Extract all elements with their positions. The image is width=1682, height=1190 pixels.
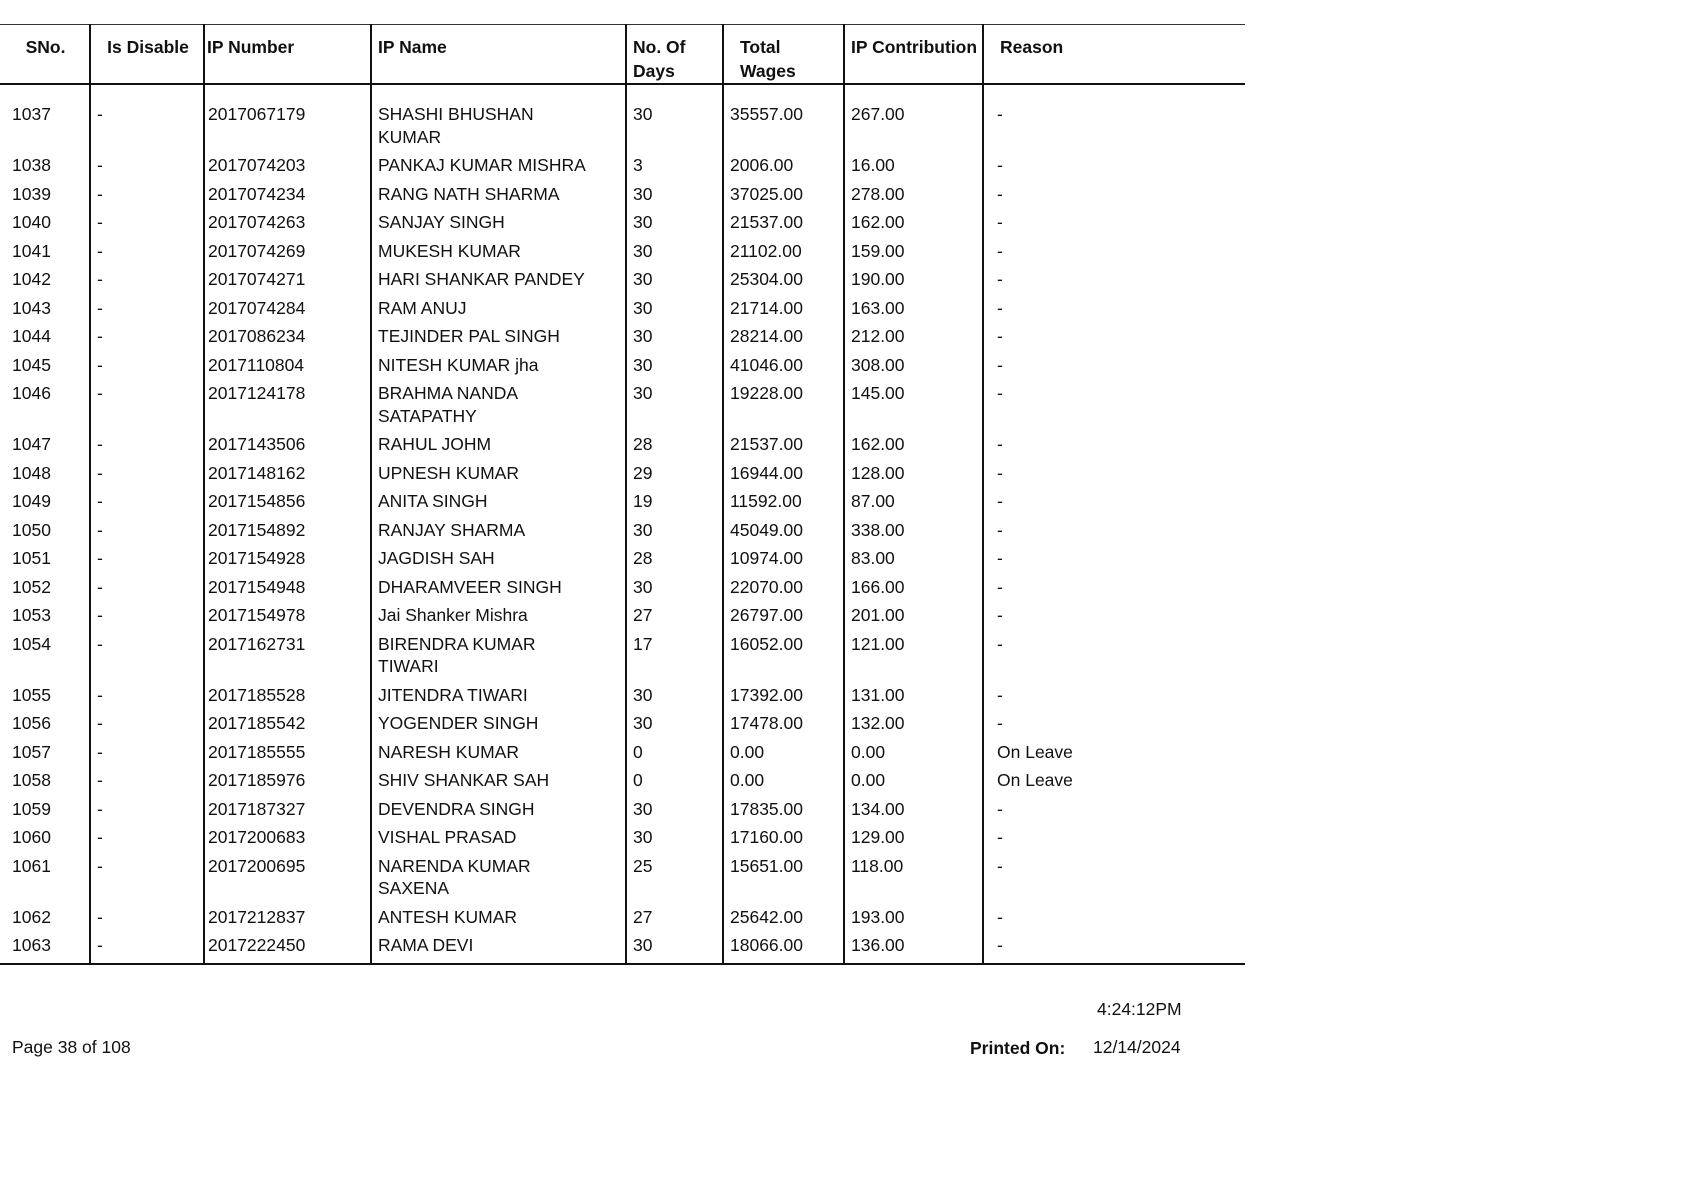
cell-reason: - <box>983 351 1245 380</box>
cell-no-of-days: 30 <box>626 516 723 545</box>
table-row <box>0 180 1245 209</box>
cell-no-of-days: 0 <box>626 766 723 795</box>
cell-is-disable: - <box>90 601 204 630</box>
table-row <box>0 903 1245 932</box>
cell-sno: 1041 <box>12 240 51 261</box>
table-row <box>0 487 1245 516</box>
table-row <box>0 544 1245 573</box>
cell-total-wages: 25304.00 <box>723 265 844 294</box>
cell-no-of-days: 30 <box>626 931 723 964</box>
cell-no-of-days: 25 <box>626 852 723 903</box>
cell-ip-contribution: 308.00 <box>844 351 983 380</box>
cell-reason: - <box>983 430 1245 459</box>
cell-ip-contribution: 118.00 <box>844 852 983 903</box>
cell-ip-contribution: 128.00 <box>844 459 983 488</box>
cell-total-wages: 28214.00 <box>723 322 844 351</box>
table-row <box>0 630 1245 681</box>
cell-total-wages: 15651.00 <box>723 852 844 903</box>
cell-is-disable: - <box>90 903 204 932</box>
cell-ip-contribution: 145.00 <box>844 379 983 430</box>
cell-ip-contribution: 132.00 <box>844 709 983 738</box>
cell-total-wages: 25642.00 <box>723 903 844 932</box>
cell-is-disable: - <box>90 151 204 180</box>
table-row <box>0 601 1245 630</box>
header-sno: SNo. <box>0 25 90 85</box>
table-body <box>0 84 1245 964</box>
table-row <box>0 516 1245 545</box>
cell-sno: 1045 <box>12 354 51 375</box>
cell-ip-name: RAM ANUJ <box>371 294 626 323</box>
cell-no-of-days: 30 <box>626 84 723 151</box>
cell-no-of-days: 0 <box>626 738 723 767</box>
table-row <box>0 84 1245 151</box>
cell-total-wages: 37025.00 <box>723 180 844 209</box>
cell-sno: 1061 <box>12 855 51 876</box>
table-row <box>0 459 1245 488</box>
cell-is-disable: - <box>90 931 204 964</box>
cell-is-disable: - <box>90 180 204 209</box>
cell-is-disable: - <box>90 237 204 266</box>
cell-no-of-days: 30 <box>626 208 723 237</box>
table-row <box>0 237 1245 266</box>
cell-ip-contribution: 338.00 <box>844 516 983 545</box>
cell-ip-number: 2017154892 <box>204 516 371 545</box>
cell-no-of-days: 30 <box>626 265 723 294</box>
cell-is-disable: - <box>90 738 204 767</box>
cell-total-wages: 21537.00 <box>723 430 844 459</box>
table-row <box>0 151 1245 180</box>
cell-ip-number: 2017124178 <box>204 379 371 430</box>
cell-reason: - <box>983 795 1245 824</box>
table-row <box>0 823 1245 852</box>
cell-reason: - <box>983 516 1245 545</box>
cell-no-of-days: 28 <box>626 544 723 573</box>
cell-reason: - <box>983 852 1245 903</box>
cell-no-of-days: 3 <box>626 151 723 180</box>
cell-total-wages: 11592.00 <box>723 487 844 516</box>
cell-no-of-days: 30 <box>626 681 723 710</box>
cell-is-disable: - <box>90 265 204 294</box>
cell-sno: 1054 <box>12 633 51 654</box>
cell-reason: - <box>983 265 1245 294</box>
cell-ip-name: RANJAY SHARMA <box>371 516 626 545</box>
cell-ip-name: NARESH KUMAR <box>371 738 626 767</box>
cell-sno: 1057 <box>12 741 51 762</box>
cell-ip-name: RANG NATH SHARMA <box>371 180 626 209</box>
table-row <box>0 208 1245 237</box>
printed-on-label: Printed On: <box>970 1038 1066 1058</box>
cell-total-wages: 0.00 <box>723 766 844 795</box>
cell-reason: On Leave <box>983 766 1245 795</box>
cell-ip-number: 2017200695 <box>204 852 371 903</box>
cell-is-disable: - <box>90 852 204 903</box>
cell-total-wages: 21102.00 <box>723 237 844 266</box>
table-row <box>0 573 1245 602</box>
cell-ip-name: JAGDISH SAH <box>371 544 626 573</box>
cell-is-disable: - <box>90 430 204 459</box>
cell-ip-name: BRAHMA NANDA SATAPATHY <box>371 379 626 430</box>
cell-is-disable: - <box>90 294 204 323</box>
cell-sno: 1042 <box>12 269 51 289</box>
table-row <box>0 681 1245 710</box>
cell-total-wages: 45049.00 <box>723 516 844 545</box>
cell-is-disable: - <box>90 84 204 151</box>
cell-ip-name: SHASHI BHUSHAN KUMAR <box>371 84 626 151</box>
cell-ip-number: 2017200683 <box>204 823 371 852</box>
cell-sno: 1050 <box>12 519 51 540</box>
cell-no-of-days: 28 <box>626 430 723 459</box>
cell-sno: 1059 <box>12 798 51 819</box>
table-header <box>0 25 1245 85</box>
cell-reason: - <box>983 487 1245 516</box>
cell-ip-contribution: 162.00 <box>844 430 983 459</box>
cell-no-of-days: 30 <box>626 180 723 209</box>
header-is-disable: Is Disable <box>90 25 204 85</box>
cell-sno: 1051 <box>12 548 51 568</box>
print-time: 4:24:12PM <box>1097 999 1182 1019</box>
cell-ip-contribution: 212.00 <box>844 322 983 351</box>
cell-ip-name: DEVENDRA SINGH <box>371 795 626 824</box>
cell-ip-number: 2017154978 <box>204 601 371 630</box>
cell-is-disable: - <box>90 544 204 573</box>
cell-ip-name: YOGENDER SINGH <box>371 709 626 738</box>
cell-reason: - <box>983 208 1245 237</box>
cell-ip-number: 2017185528 <box>204 681 371 710</box>
cell-sno: 1062 <box>12 906 51 927</box>
cell-reason: - <box>983 823 1245 852</box>
cell-is-disable: - <box>90 351 204 380</box>
cell-is-disable: - <box>90 516 204 545</box>
print-date: 12/14/2024 <box>1093 1037 1181 1057</box>
cell-sno: 1060 <box>12 827 51 847</box>
cell-ip-contribution: 193.00 <box>844 903 983 932</box>
cell-ip-name: TEJINDER PAL SINGH <box>371 322 626 351</box>
cell-reason: - <box>983 544 1245 573</box>
cell-ip-contribution: 190.00 <box>844 265 983 294</box>
cell-is-disable: - <box>90 208 204 237</box>
cell-ip-name: Jai Shanker Mishra <box>371 601 626 630</box>
cell-sno: 1052 <box>12 576 51 597</box>
cell-ip-contribution: 162.00 <box>844 208 983 237</box>
cell-ip-contribution: 267.00 <box>844 84 983 151</box>
cell-ip-number: 2017086234 <box>204 322 371 351</box>
cell-ip-number: 2017154928 <box>204 544 371 573</box>
cell-ip-number: 2017222450 <box>204 931 371 964</box>
cell-ip-number: 2017154948 <box>204 573 371 602</box>
cell-sno: 1056 <box>12 713 51 733</box>
cell-sno: 1049 <box>12 491 51 511</box>
cell-sno: 1058 <box>12 770 51 790</box>
cell-is-disable: - <box>90 322 204 351</box>
cell-no-of-days: 30 <box>626 237 723 266</box>
cell-is-disable: - <box>90 766 204 795</box>
table-row <box>0 430 1245 459</box>
cell-reason: - <box>983 180 1245 209</box>
cell-sno: 1063 <box>0 931 90 964</box>
cell-is-disable: - <box>90 681 204 710</box>
cell-sno: 1044 <box>12 326 51 346</box>
cell-total-wages: 22070.00 <box>723 573 844 602</box>
cell-sno: 1055 <box>12 684 51 705</box>
cell-ip-contribution: 134.00 <box>844 795 983 824</box>
cell-reason: - <box>983 601 1245 630</box>
cell-sno: 1039 <box>12 183 51 204</box>
cell-total-wages: 26797.00 <box>723 601 844 630</box>
cell-no-of-days: 30 <box>626 709 723 738</box>
table-row <box>0 294 1245 323</box>
cell-ip-number: 2017185976 <box>204 766 371 795</box>
cell-ip-name: VISHAL PRASAD <box>371 823 626 852</box>
cell-reason: - <box>983 379 1245 430</box>
cell-ip-name: NITESH KUMAR jha <box>371 351 626 380</box>
cell-ip-contribution: 16.00 <box>844 151 983 180</box>
cell-ip-contribution: 0.00 <box>844 766 983 795</box>
cell-total-wages: 16052.00 <box>723 630 844 681</box>
cell-ip-contribution: 278.00 <box>844 180 983 209</box>
table-row <box>0 709 1245 738</box>
cell-ip-contribution: 0.00 <box>844 738 983 767</box>
cell-ip-name: RAHUL JOHM <box>371 430 626 459</box>
cell-no-of-days: 19 <box>626 487 723 516</box>
cell-sno: 1046 <box>12 383 51 403</box>
cell-ip-name: UPNESH KUMAR <box>371 459 626 488</box>
cell-sno: 1037 <box>12 104 51 124</box>
cell-ip-name: JITENDRA TIWARI <box>371 681 626 710</box>
cell-ip-number: 2017185542 <box>204 709 371 738</box>
cell-ip-number: 2017074234 <box>204 180 371 209</box>
cell-total-wages: 17835.00 <box>723 795 844 824</box>
table-row <box>0 351 1245 380</box>
header-ip-name: IP Name <box>371 25 626 85</box>
cell-ip-name: SANJAY SINGH <box>371 208 626 237</box>
table-row <box>0 852 1245 903</box>
page-number: Page 38 of 108 <box>12 1037 131 1057</box>
cell-total-wages: 21537.00 <box>723 208 844 237</box>
table-row <box>0 322 1245 351</box>
table-row <box>0 379 1245 430</box>
cell-ip-number: 2017110804 <box>204 351 371 380</box>
cell-reason: - <box>983 681 1245 710</box>
cell-ip-number: 2017154856 <box>204 487 371 516</box>
cell-ip-number: 2017074284 <box>204 294 371 323</box>
cell-no-of-days: 27 <box>626 903 723 932</box>
cell-reason: - <box>983 151 1245 180</box>
cell-is-disable: - <box>90 630 204 681</box>
header-total-wages: Total Wages <box>723 25 844 85</box>
cell-reason: - <box>983 84 1245 151</box>
cell-total-wages: 0.00 <box>723 738 844 767</box>
cell-reason: - <box>983 322 1245 351</box>
cell-ip-name: NARENDA KUMAR SAXENA <box>371 852 626 903</box>
cell-ip-contribution: 83.00 <box>844 544 983 573</box>
cell-ip-number: 2017162731 <box>204 630 371 681</box>
cell-is-disable: - <box>90 795 204 824</box>
cell-ip-number: 2017185555 <box>204 738 371 767</box>
cell-no-of-days: 17 <box>626 630 723 681</box>
cell-is-disable: - <box>90 379 204 430</box>
cell-ip-name: BIRENDRA KUMAR TIWARI <box>371 630 626 681</box>
cell-ip-number: 2017148162 <box>204 459 371 488</box>
cell-ip-number: 2017212837 <box>204 903 371 932</box>
cell-no-of-days: 30 <box>626 379 723 430</box>
header-no-of-days: No. Of Days <box>626 25 723 85</box>
cell-reason: - <box>983 630 1245 681</box>
cell-ip-contribution: 166.00 <box>844 573 983 602</box>
cell-total-wages: 17478.00 <box>723 709 844 738</box>
cell-ip-contribution: 201.00 <box>844 601 983 630</box>
cell-reason: - <box>983 459 1245 488</box>
cell-total-wages: 41046.00 <box>723 351 844 380</box>
cell-ip-number: 2017187327 <box>204 795 371 824</box>
cell-is-disable: - <box>90 459 204 488</box>
cell-ip-name: RAMA DEVI <box>371 931 626 964</box>
header-ip-number: IP Number <box>204 25 371 85</box>
table-row <box>0 931 1245 964</box>
cell-ip-number: 2017074271 <box>204 265 371 294</box>
cell-ip-number: 2017074203 <box>204 151 371 180</box>
cell-sno: 1040 <box>12 212 51 232</box>
cell-total-wages: 18066.00 <box>723 931 844 964</box>
cell-is-disable: - <box>90 709 204 738</box>
cell-is-disable: - <box>90 823 204 852</box>
cell-is-disable: - <box>90 573 204 602</box>
cell-reason: - <box>983 709 1245 738</box>
cell-no-of-days: 30 <box>626 294 723 323</box>
cell-no-of-days: 30 <box>626 573 723 602</box>
cell-total-wages: 10974.00 <box>723 544 844 573</box>
cell-ip-name: MUKESH KUMAR <box>371 237 626 266</box>
cell-no-of-days: 30 <box>626 322 723 351</box>
cell-ip-number: 2017067179 <box>204 84 371 151</box>
cell-ip-contribution: 87.00 <box>844 487 983 516</box>
cell-total-wages: 17392.00 <box>723 681 844 710</box>
cell-ip-name: HARI SHANKAR PANDEY <box>371 265 626 294</box>
cell-no-of-days: 27 <box>626 601 723 630</box>
cell-sno: 1047 <box>12 434 51 454</box>
cell-reason: - <box>983 573 1245 602</box>
cell-ip-name: DHARAMVEER SINGH <box>371 573 626 602</box>
cell-sno: 1048 <box>12 462 51 483</box>
cell-ip-name: PANKAJ KUMAR MISHRA <box>371 151 626 180</box>
cell-ip-name: SHIV SHANKAR SAH <box>371 766 626 795</box>
table-row <box>0 265 1245 294</box>
cell-reason: - <box>983 237 1245 266</box>
cell-total-wages: 35557.00 <box>723 84 844 151</box>
contribution-table <box>0 24 1245 965</box>
cell-total-wages: 16944.00 <box>723 459 844 488</box>
cell-is-disable: - <box>90 487 204 516</box>
cell-ip-contribution: 129.00 <box>844 823 983 852</box>
table-row <box>0 795 1245 824</box>
cell-ip-number: 2017074269 <box>204 237 371 266</box>
cell-ip-number: 2017143506 <box>204 430 371 459</box>
cell-no-of-days: 30 <box>626 351 723 380</box>
cell-reason: - <box>983 294 1245 323</box>
cell-no-of-days: 30 <box>626 795 723 824</box>
cell-ip-contribution: 136.00 <box>844 931 983 964</box>
cell-sno: 1038 <box>12 155 51 175</box>
cell-ip-contribution: 159.00 <box>844 237 983 266</box>
cell-reason: - <box>983 903 1245 932</box>
cell-ip-contribution: 131.00 <box>844 681 983 710</box>
cell-total-wages: 17160.00 <box>723 823 844 852</box>
cell-sno: 1043 <box>12 297 51 318</box>
cell-ip-name: ANTESH KUMAR <box>371 903 626 932</box>
cell-total-wages: 19228.00 <box>723 379 844 430</box>
cell-sno: 1053 <box>12 605 51 625</box>
table-row <box>0 738 1245 767</box>
cell-no-of-days: 30 <box>626 823 723 852</box>
cell-no-of-days: 29 <box>626 459 723 488</box>
table-row <box>0 766 1245 795</box>
cell-ip-number: 2017074263 <box>204 208 371 237</box>
cell-ip-contribution: 163.00 <box>844 294 983 323</box>
cell-total-wages: 21714.00 <box>723 294 844 323</box>
cell-total-wages: 2006.00 <box>723 151 844 180</box>
cell-ip-contribution: 121.00 <box>844 630 983 681</box>
cell-ip-name: ANITA SINGH <box>371 487 626 516</box>
header-reason: Reason <box>983 25 1245 85</box>
cell-reason: - <box>983 931 1245 964</box>
cell-reason: On Leave <box>983 738 1245 767</box>
header-ip-contribution: IP Contribution <box>844 25 983 85</box>
